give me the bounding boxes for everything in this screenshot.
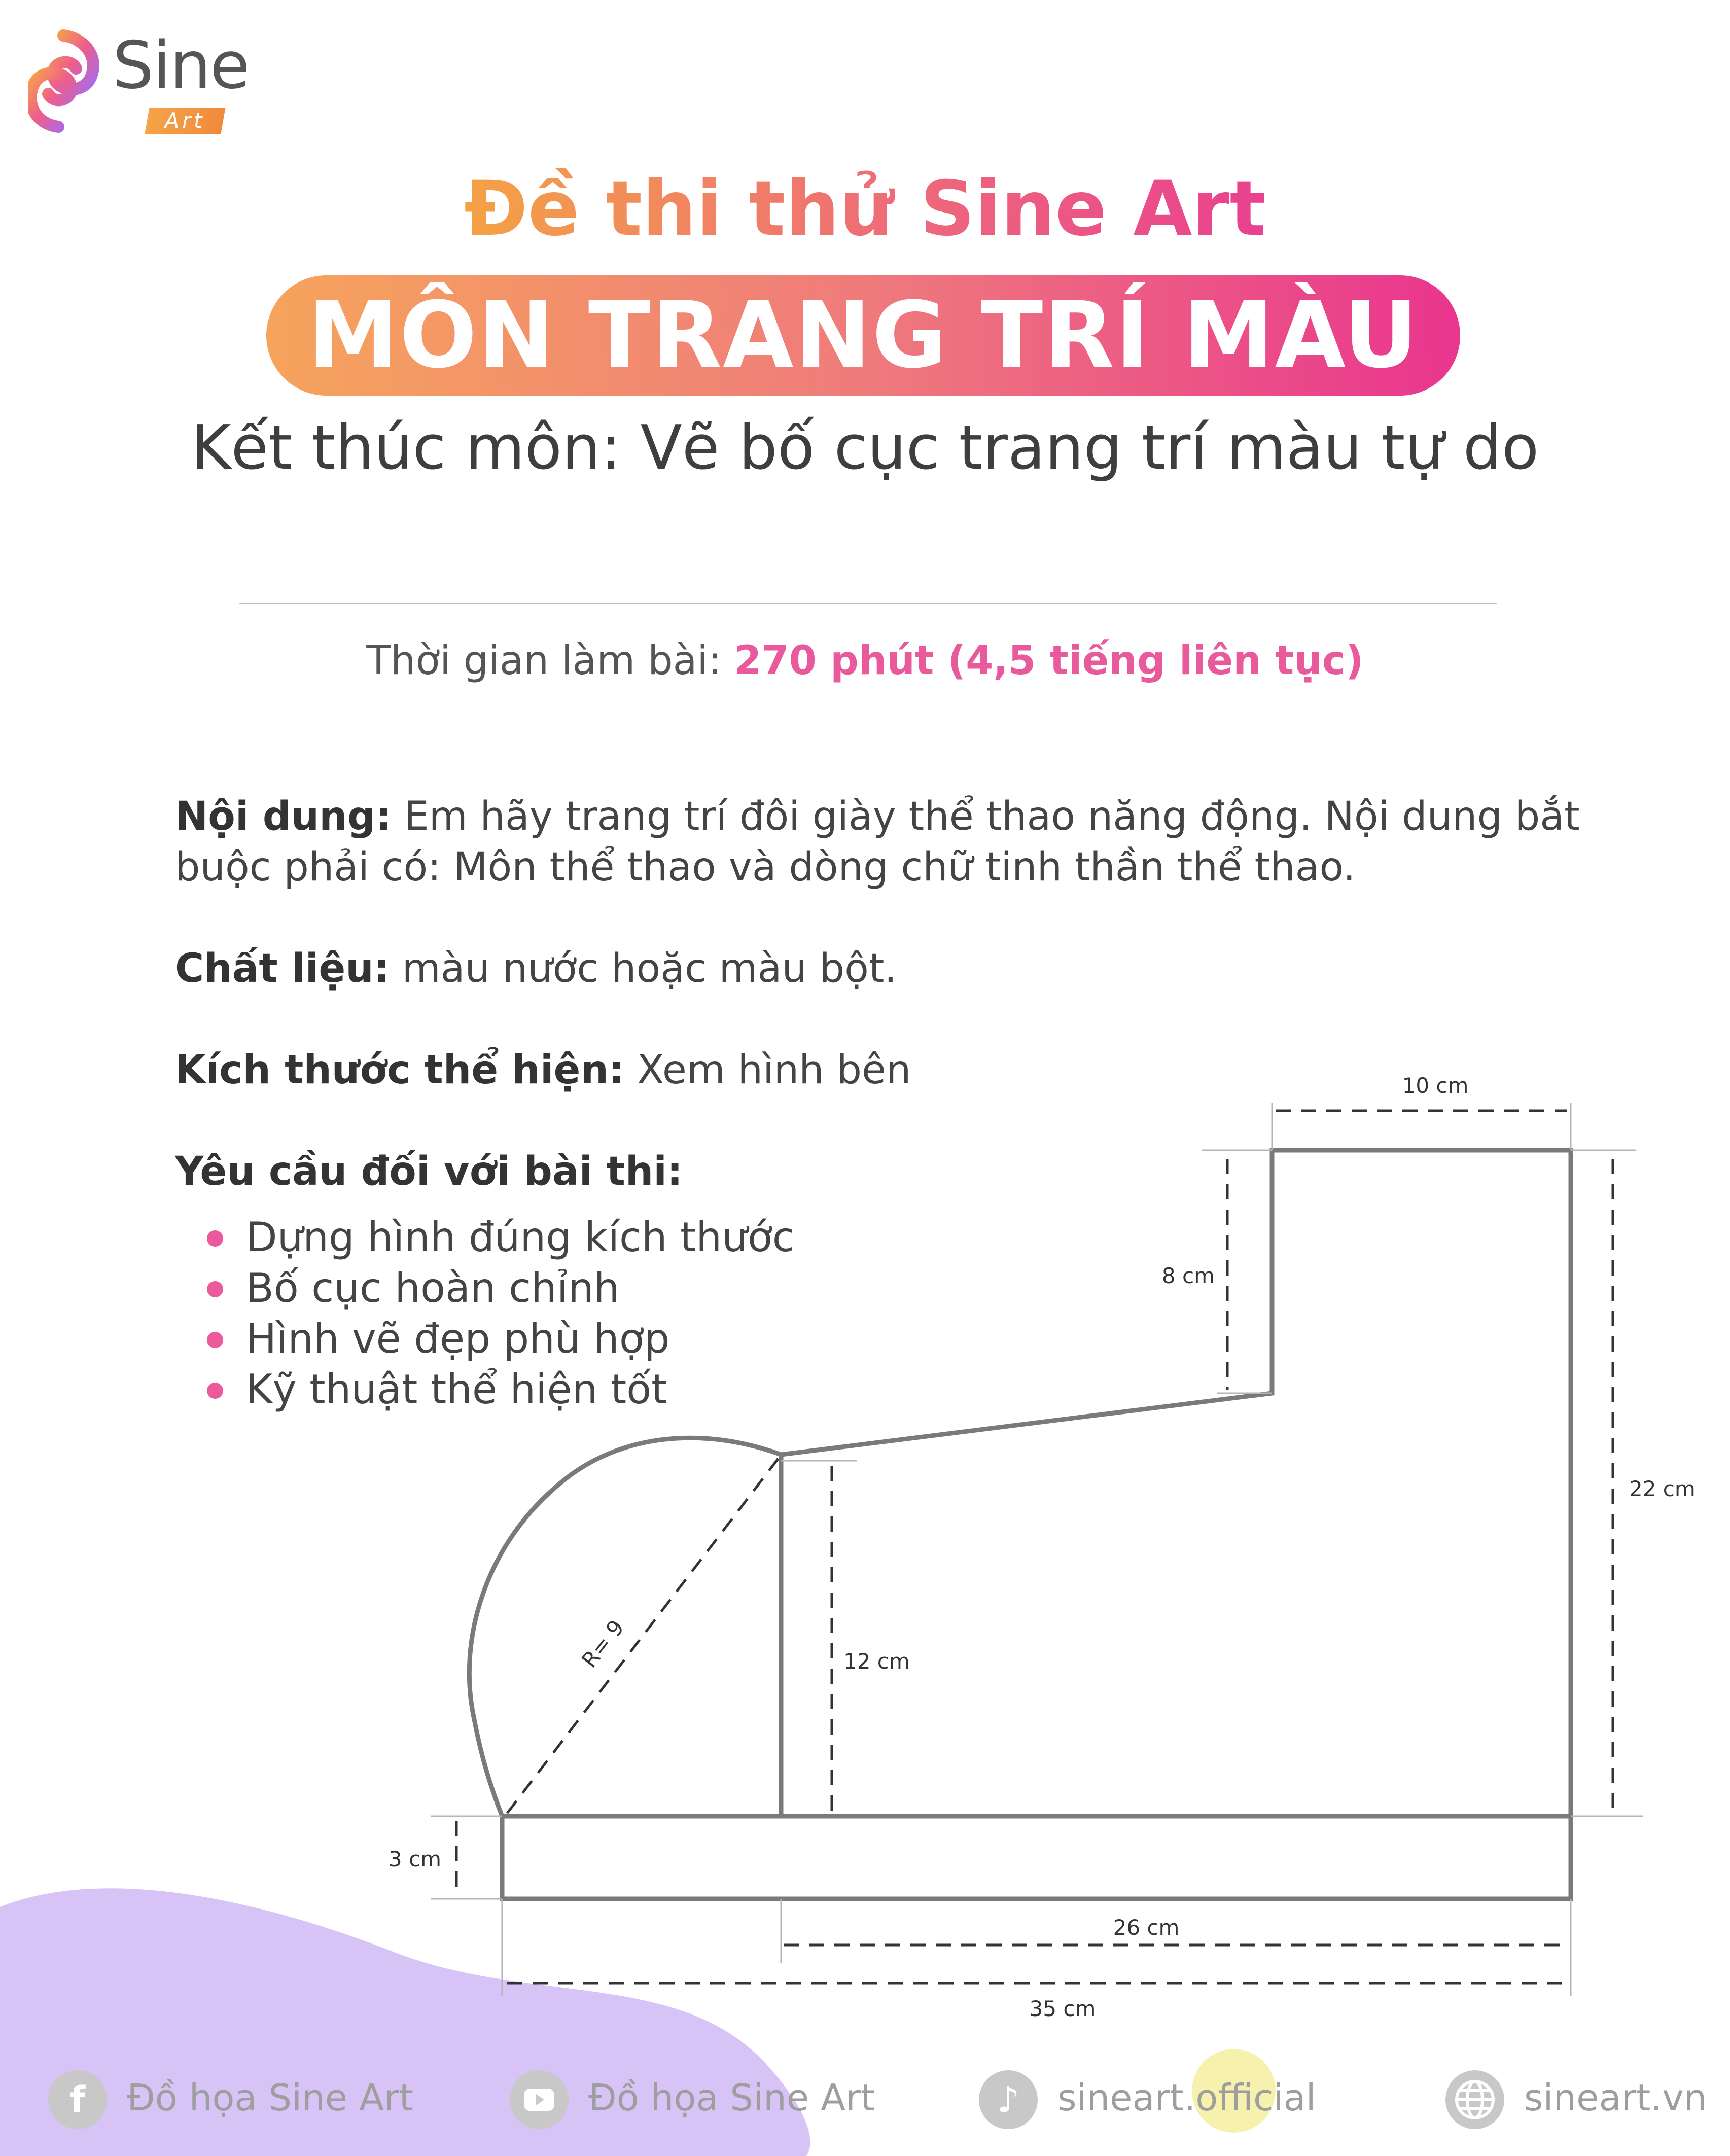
content-paragraph <box>175 791 1686 893</box>
upper-outline <box>781 1150 1571 1816</box>
divider <box>239 603 1497 604</box>
material-text: màu nước hoặc màu bột. <box>402 946 897 992</box>
page-heading: Kết thúc môn: Vẽ bố cục trang trí màu tự do <box>191 413 1539 483</box>
size-label: Kích thước thể hiện: <box>175 1047 625 1093</box>
content-text: Em hãy trang trí đôi giày thể thao năng động. Nội dung bắt buộc phải có: Môn thể thao và dòng chữ tinh thần thể thao. <box>175 794 1580 890</box>
size-text: Xem hình bên <box>637 1047 911 1093</box>
list-item: Bố cục hoàn chỉnh <box>203 1263 795 1314</box>
globe-icon <box>1445 2070 1504 2129</box>
size-paragraph <box>175 1045 1686 1095</box>
facebook-icon: f <box>48 2070 107 2129</box>
youtube-icon <box>510 2070 569 2129</box>
dim-label-collar-height: 8 cm <box>1161 1263 1215 1288</box>
logo-wordmark: Sine <box>113 28 249 103</box>
dim-label-total-height: 22 cm <box>1629 1476 1696 1501</box>
material-label: Chất liệu: <box>175 946 390 992</box>
time-line <box>0 638 1730 684</box>
requirements-title: Yêu cầu đối với bài thi: <box>175 1149 683 1194</box>
tiktok-icon: ♪ <box>979 2070 1038 2129</box>
dim-label-radius: R= 9 <box>577 1615 629 1673</box>
facebook-text: Đồ họa Sine Art <box>127 2076 414 2119</box>
list-item: Hình vẽ đẹp phù hợp <box>203 1314 795 1364</box>
content-label: Nội dung: <box>175 794 392 839</box>
dim-label-total-length: 35 cm <box>1029 1996 1096 2021</box>
youtube-text: Đồ họa Sine Art <box>588 2076 875 2119</box>
list-item: Dựng hình đúng kích thước <box>203 1212 795 1263</box>
exam-subtitle: Đề thi thử Sine Art <box>464 165 1266 253</box>
website-text: sineart.vn <box>1524 2076 1707 2119</box>
toe-arc <box>469 1438 781 1816</box>
tiktok-text: sineart.official <box>1057 2076 1316 2119</box>
list-item: Kỹ thuật thể hiện tốt <box>203 1364 795 1415</box>
dim-label-sole-inner: 26 cm <box>1113 1915 1180 1940</box>
subject-banner-text: MÔN TRANG TRÍ MÀU <box>307 282 1419 388</box>
requirements-list <box>203 1212 795 1415</box>
dim-label-sole-height: 3 cm <box>388 1847 441 1871</box>
dim-label-inner-height: 12 cm <box>843 1649 910 1674</box>
dim-label-top-width: 10 cm <box>1402 1073 1469 1098</box>
material-paragraph <box>175 943 1686 994</box>
time-label: Thời gian làm bài: <box>366 638 722 684</box>
logo-tag: Art <box>145 108 225 134</box>
time-value: 270 phút (4,5 tiếng liên tục) <box>734 638 1364 684</box>
